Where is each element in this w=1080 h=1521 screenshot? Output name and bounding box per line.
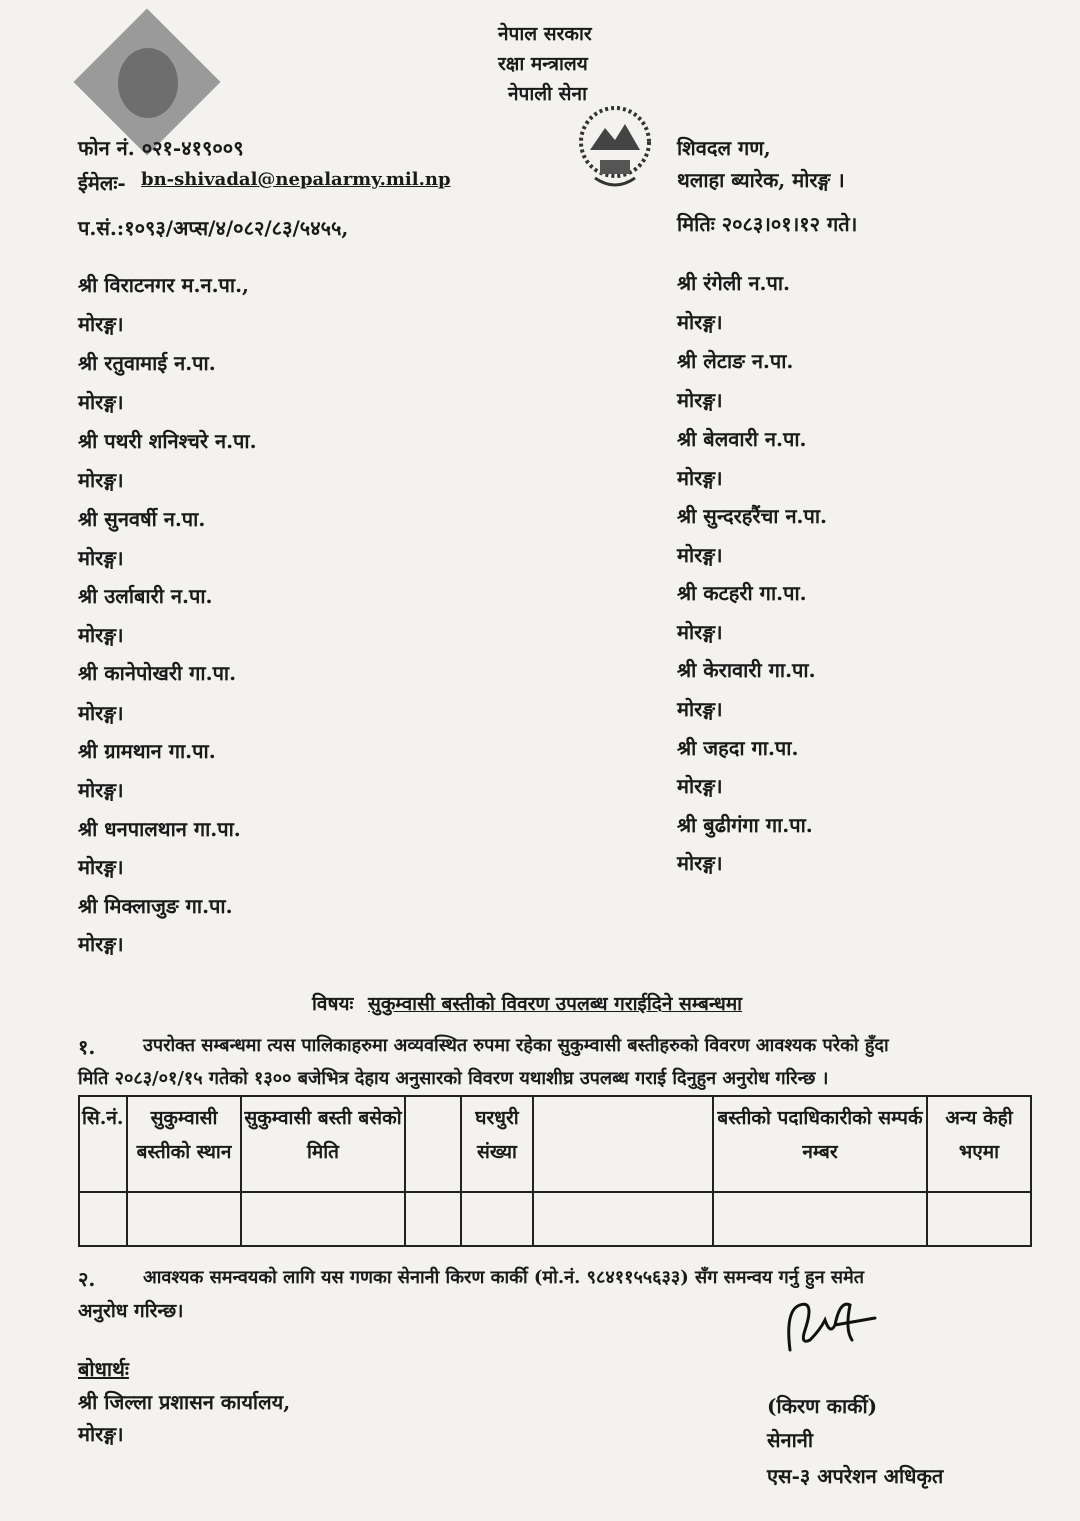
cc-label: बोधार्थः <box>78 1357 129 1381</box>
recipient-district: मोरङ्ग। <box>677 774 723 798</box>
recipient-district: मोरङ्ग। <box>78 623 124 647</box>
recipient-name: श्री बेलवारी न.पा. <box>677 427 807 451</box>
para1-line2: मिति २०८३/०१/१५ गतेको १३०० बजेभित्र देहाय अनुसारको विवरण यथाशीघ्र उपलब्ध गराई दिनुहुन अनुरोध गरिन्छ । <box>78 1068 829 1089</box>
gov-line-3: नेपाली सेना <box>508 83 587 105</box>
signatory-rank: सेनानी <box>767 1428 814 1452</box>
office-location: थलाहा ब्यारेक, मोरङ्ग । <box>677 168 845 192</box>
table-row <box>79 1192 1031 1246</box>
para2-line2: अनुरोध गरिन्छ। <box>78 1300 184 1322</box>
office-name: शिवदल गण, <box>677 136 771 160</box>
recipient-district: मोरङ्ग। <box>78 546 124 570</box>
table-header-row <box>79 1096 1031 1192</box>
recipient-name: श्री रतुवामाई न.पा. <box>78 351 216 375</box>
table-cell[interactable] <box>405 1192 461 1246</box>
header-empty-2 <box>533 1096 713 1192</box>
table-cell[interactable] <box>127 1192 241 1246</box>
nepal-army-emblem <box>570 100 660 200</box>
recipient-name: श्री मिक्लाजुङ गा.पा. <box>78 894 233 918</box>
recipient-name: श्री केरावारी गा.पा. <box>677 658 816 682</box>
recipient-name: श्री उर्लाबारी न.पा. <box>78 584 213 608</box>
recipient-name: श्री कानेपोखरी गा.पा. <box>78 661 237 685</box>
header-contact-number: बस्तीको पदाधिकारीको सम्पर्क नम्बर <box>713 1096 927 1192</box>
recipient-district: मोरङ्ग। <box>677 388 723 412</box>
recipient-district: मोरङ्ग। <box>677 620 723 644</box>
recipient-name: श्री कटहरी गा.पा. <box>677 581 807 605</box>
recipient-name: श्री सुन्दरहरैंचा न.पा. <box>677 504 828 528</box>
recipient-district: मोरङ्ग। <box>677 697 723 721</box>
header-household-count: घरधुरी संख्या <box>461 1096 533 1192</box>
recipient-district: मोरङ्ग। <box>78 390 124 414</box>
gov-line-1: नेपाल सरकार <box>498 23 592 45</box>
table-cell[interactable] <box>241 1192 405 1246</box>
recipient-district: मोरङ्ग। <box>677 310 723 334</box>
table-cell[interactable] <box>927 1192 1031 1246</box>
recipient-name: श्री सुनवर्षी न.पा. <box>78 507 206 531</box>
table-cell[interactable] <box>713 1192 927 1246</box>
recipient-name: श्री ग्रामथान गा.पा. <box>78 739 216 763</box>
cc-office: श्री जिल्ला प्रशासन कार्यालय, <box>78 1390 291 1414</box>
recipient-district: मोरङ्ग। <box>78 855 124 879</box>
phone-number: फोन नं. ०२१-४१९००९ <box>78 136 244 160</box>
letter-date: मितिः २०८३।०१।१२ गते। <box>677 212 858 236</box>
recipient-name: श्री लेटाङ न.पा. <box>677 349 794 373</box>
para2-line1: आवश्यक समन्वयको लागि यस गणका सेनानी किरण कार्की (मो.नं. ९८४११५५६३३) सँग समन्वय गर्नु हुन समेत <box>143 1267 865 1288</box>
signatory-role: एस-३ अपरेशन अधिकृत <box>767 1464 944 1488</box>
recipient-name: श्री विराटनगर म.न.पा., <box>78 273 249 297</box>
para2-number: २. <box>78 1267 96 1291</box>
recipient-district: मोरङ्ग। <box>78 312 124 336</box>
recipient-name: श्री बुढीगंगा गा.पा. <box>677 813 813 837</box>
recipient-district: मोरङ्ग। <box>78 701 124 725</box>
header-serial: सि.नं. <box>79 1096 127 1192</box>
recipient-name: श्री पथरी शनिश्चरे न.पा. <box>78 429 257 453</box>
para1-number: १. <box>78 1035 96 1059</box>
cc-district: मोरङ्ग। <box>78 1422 124 1446</box>
recipient-district: मोरङ्ग। <box>78 778 124 802</box>
header-remarks: अन्य केही भएमा <box>927 1096 1031 1192</box>
recipient-district: मोरङ्ग। <box>677 543 723 567</box>
email-link[interactable]: bn-shivadal@nepalarmy.mil.np <box>141 169 451 190</box>
recipient-district: मोरङ्ग। <box>78 468 124 492</box>
recipient-name: श्री रंगेली न.पा. <box>677 271 791 295</box>
signature-scribble <box>780 1290 880 1360</box>
reference-number: प.सं.:१०९३/अप्स/४/०८२/८३/५४५५, <box>78 216 349 240</box>
recipient-district: मोरङ्ग। <box>677 466 723 490</box>
signatory-name: (किरण कार्की) <box>767 1394 878 1418</box>
header-settled-date: सुकुम्वासी बस्ती बसेको मिति <box>241 1096 405 1192</box>
table-cell[interactable] <box>461 1192 533 1246</box>
subject-text: सुकुम्वासी बस्तीको विवरण उपलब्ध गराईदिने सम्बन्धमा <box>368 993 743 1015</box>
email-label: ईमेलः- <box>78 171 126 195</box>
settlement-details-table <box>78 1095 1032 1247</box>
gov-line-2: रक्षा मन्त्रालय <box>498 53 588 75</box>
header-empty-1 <box>405 1096 461 1192</box>
header-location: सुकुम्वासी बस्तीको स्थान <box>127 1096 241 1192</box>
recipient-district: मोरङ्ग। <box>677 851 723 875</box>
table-cell[interactable] <box>79 1192 127 1246</box>
table-cell[interactable] <box>533 1192 713 1246</box>
recipient-district: मोरङ्ग। <box>78 932 124 956</box>
recipient-name: श्री धनपालथान गा.पा. <box>78 817 241 841</box>
para1-line1: उपरोक्त सम्बन्धमा त्यस पालिकाहरुमा अव्यवस्थित रुपमा रहेका सुकुम्वासी बस्तीहरुको विवरण आवश्यक परेको हुँदा <box>143 1035 889 1056</box>
subject-label: विषयः <box>312 993 354 1015</box>
recipient-name: श्री जहदा गा.पा. <box>677 736 799 760</box>
